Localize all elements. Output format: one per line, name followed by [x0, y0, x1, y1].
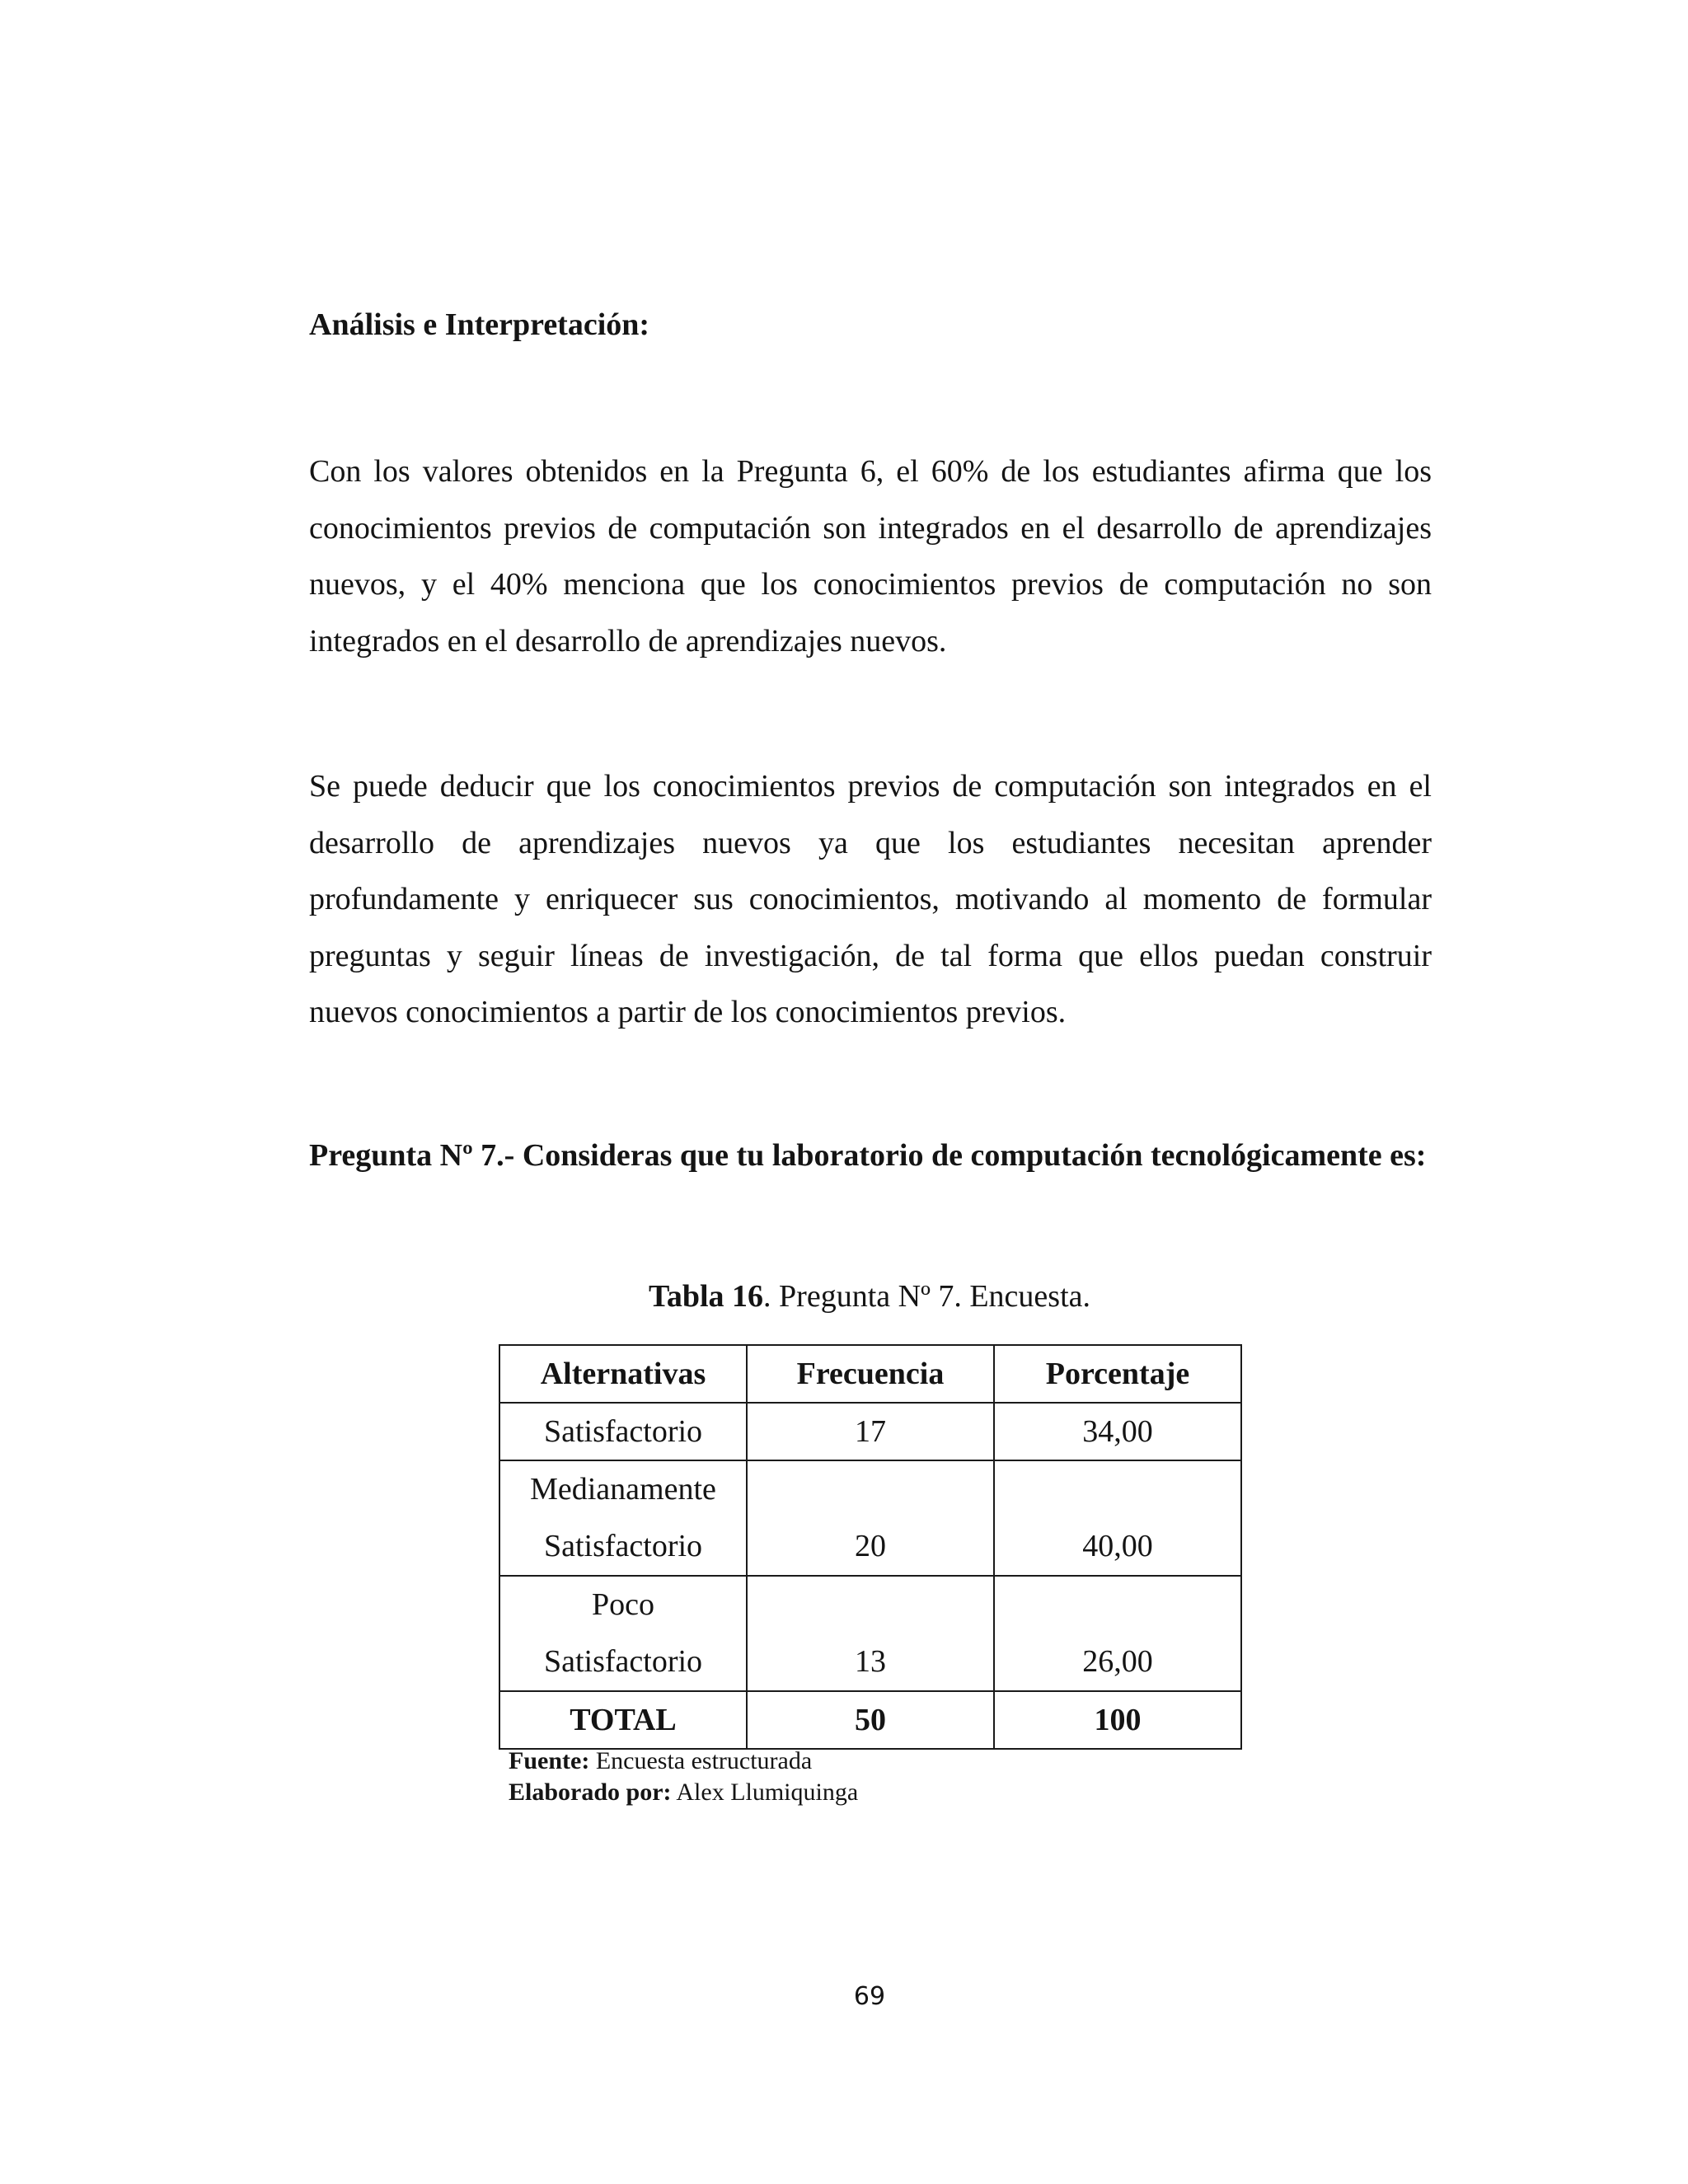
frequency-cell	[747, 1460, 994, 1576]
column-header: Frecuencia	[747, 1345, 994, 1403]
table-row	[499, 1460, 1241, 1576]
column-header: Alternativas	[499, 1345, 747, 1403]
percentage-cell	[994, 1576, 1241, 1691]
alternative-cell: Satisfactorio	[499, 1403, 747, 1460]
alternative-line: Poco	[592, 1587, 654, 1622]
table-notes	[509, 1746, 858, 1808]
table-caption-label: Tabla 16	[648, 1279, 764, 1314]
survey-question: Pregunta Nº 7.- Consideras que tu laboratorio de computación tecnológicamente es:	[309, 1138, 1427, 1173]
source-label: Fuente:	[509, 1747, 590, 1774]
alternative-cell	[499, 1576, 747, 1691]
analysis-paragraph: Con los valores obtenidos en la Pregunta 6, el 60% de los estudiantes afirma que los conocimientos previos de computación son integrados en el desarrollo de aprendizajes nuevos, y el 40% menciona que los conocimientos previos de computación no son integrados en el desarrollo de aprendizajes nuevos.	[309, 454, 1432, 658]
table-row	[499, 1403, 1241, 1460]
alternative-line: Medianamente	[530, 1472, 716, 1507]
frequency-cell: 17	[747, 1403, 994, 1460]
percentage-value: 26,00	[1082, 1644, 1153, 1679]
percentage-cell: 34,00	[994, 1403, 1241, 1460]
percentage-value: 40,00	[1082, 1529, 1153, 1563]
percentage-cell	[994, 1460, 1241, 1576]
author-label: Elaborado por:	[509, 1779, 672, 1806]
alternative-line: Satisfactorio	[543, 1644, 703, 1679]
table-caption-text: . Pregunta Nº 7. Encuesta.	[763, 1279, 1091, 1314]
alternative-line: Satisfactorio	[543, 1529, 703, 1563]
section-heading: Análisis e Interpretación:	[309, 307, 650, 342]
table-header-row	[499, 1345, 1241, 1403]
source-note	[509, 1746, 858, 1777]
deduction-paragraph: Se puede deducir que los conocimientos previos de computación son integrados en el desarrollo de aprendizajes nuevos ya que los estudiantes necesitan aprender profundamente y enriquecer sus conocimientos, motivando al momento de formular preguntas y seguir líneas de investigación, de tal forma que ellos puedan construir nuevos conocimientos a partir de los conocimientos previos.	[309, 769, 1432, 1029]
table-caption	[0, 1278, 1688, 1315]
total-label-cell: TOTAL	[499, 1691, 747, 1749]
page-number: 69	[853, 1982, 886, 2011]
author-note	[509, 1777, 858, 1808]
table-total-row	[499, 1691, 1241, 1749]
column-header: Porcentaje	[994, 1345, 1241, 1403]
total-percentage-cell: 100	[994, 1691, 1241, 1749]
source-value: Encuesta estructurada	[589, 1747, 813, 1774]
frequency-cell	[747, 1576, 994, 1691]
survey-table	[499, 1344, 1242, 1750]
total-frequency-cell: 50	[747, 1691, 994, 1749]
table-row	[499, 1576, 1241, 1691]
author-value: Alex Llumiquinga	[671, 1779, 859, 1806]
alternative-cell	[499, 1460, 747, 1576]
frequency-value: 20	[855, 1529, 886, 1563]
frequency-value: 13	[855, 1644, 886, 1679]
